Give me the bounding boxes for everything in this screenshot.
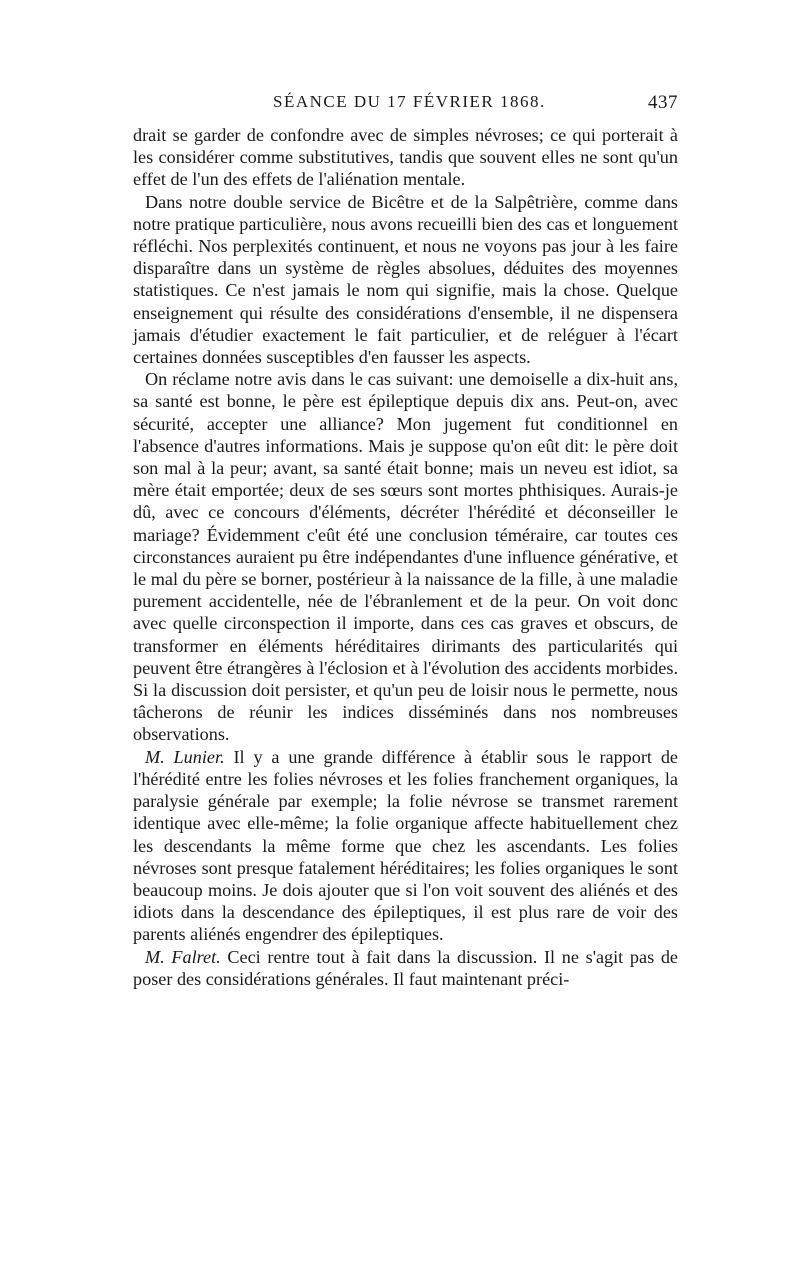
- speaker-name: M. Lunier.: [145, 746, 225, 767]
- paragraph-text: Dans notre double service de Bicêtre et de la Salpêtrière, comme dans notre pratique particulière, nous avons recueilli bien des cas et longuement réfléchi. Nos perplexités continuent, et nous ne voyons pas jour à les faire disparaître dans un système de règles absolues, déduites des moyennes statistiques. Ce n'est jamais le nom qui signifie, mais la chose. Quelque enseignement qui résulte des considérations d'ensemble, il ne dispensera jamais d'étudier exactement le fait particulier, et de reléguer à l'écart certaines données susceptibles d'en fausser les aspects.: [133, 191, 678, 368]
- paragraph-service: [133, 191, 678, 369]
- speaker-name: M. Falret.: [145, 946, 221, 967]
- page-number: 437: [648, 92, 678, 113]
- paragraph-continuation: [133, 124, 678, 191]
- paragraph-case: [133, 368, 678, 745]
- paragraph-falret: [133, 946, 678, 990]
- paragraph-text: Ceci rentre tout à fait dans la discussion. Il ne s'agit pas de poser des considérations générales. Il faut maintenant préci-: [133, 946, 679, 989]
- paragraph-text: drait se garder de confondre avec de simples névroses; ce qui porterait à les considérer comme substitutives, tandis que souvent elles ne sont qu'un effet de l'un des effets de l'aliénation mentale.: [133, 125, 678, 190]
- running-title: SÉANCE DU 17 FÉVRIER 1868.: [273, 92, 546, 111]
- paragraph-text: On réclame notre avis dans le cas suivant: une demoiselle a dix-huit ans, sa santé est bonne, le père est épileptique depuis dix ans. Peut-on, avec sécurité, accepter une alliance? Mon jugement fut conditionnel en l'absence d'autres informations. Mais je suppose qu'on eût dit: le père doit son mal à la peur; avant, sa santé était bonne; mais un neveu est idiot, sa mère était emportée; deux de ses sœurs sont mortes phthisiques. Aurais-je dû, avec ce concours d'éléments, décréter l'hérédité et déconseiller le mariage? Évidemment c'eût été une conclusion téméraire, car toutes ces circonstances auraient pu être indépendantes d'une influence générative, et le mal du père se borner, postérieur à la naissance de la fille, à une maladie purement accidentelle, née de l'ébranlement et de la peur. On voit donc avec quelle circonspection il importe, dans ces cas graves et obscurs, de transformer en éléments héréditaires dirimants des particularités qui peuvent être étrangères à l'éclosion et à l'évolution des accidents morbides. Si la discussion doit persister, et qu'un peu de loisir nous le permette, nous tâcherons de réunir les indices disséminés dans nos nombreuses observations.: [133, 369, 678, 745]
- running-head: [133, 92, 678, 118]
- paragraph-text: Il y a une grande différence à établir sous le rapport de l'hérédité entre les folies névroses et les folies franchement organiques, la paralysie générale par exemple; la folie névrose se transmet rarement identique avec elle-même; la folie organique affecte habituellement chez les descendants la même forme que chez les ascendants. Les folies névroses sont presque fatalement héréditaires; les folies organiques le sont beaucoup moins. Je dois ajouter que si l'on voit souvent des aliénés et des idiots dans la descendance des épileptiques, il est plus rare de voir des parents aliénés engendrer des épileptiques.: [133, 746, 679, 945]
- paragraph-lunier: [133, 746, 678, 946]
- body-text: [133, 124, 678, 990]
